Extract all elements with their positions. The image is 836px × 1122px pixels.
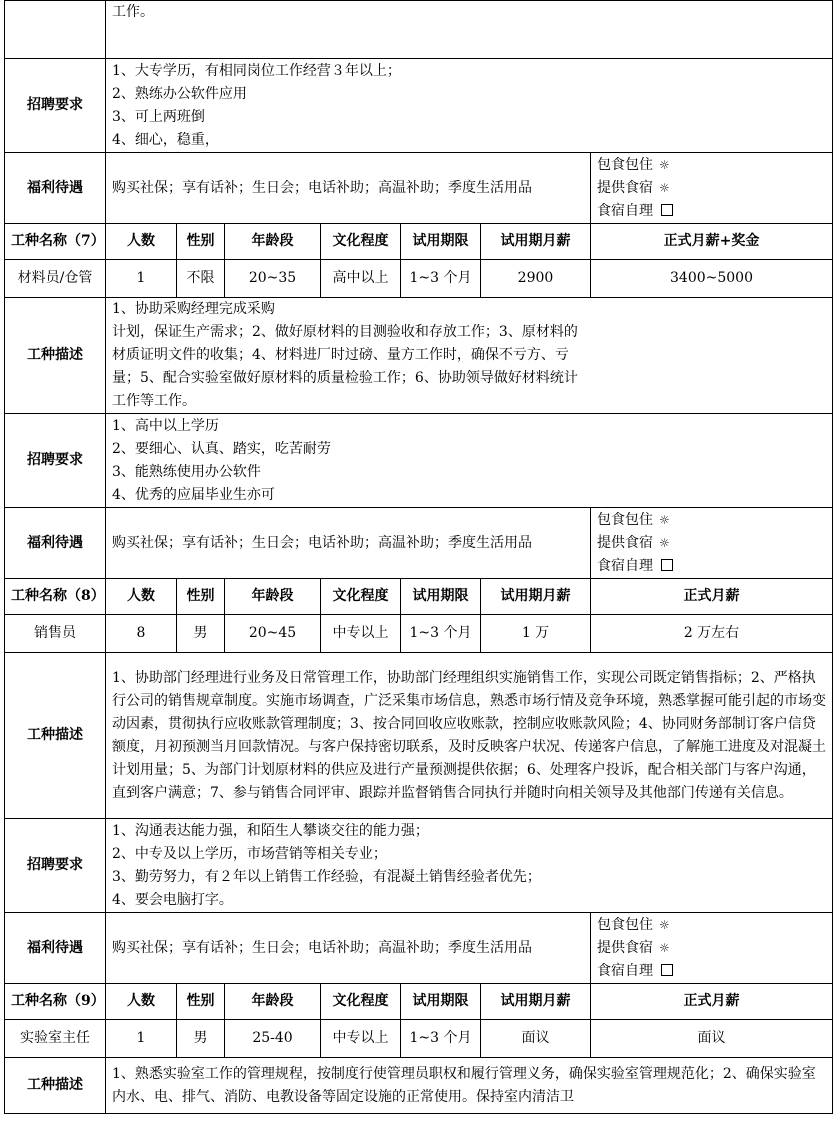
option-meals[interactable]: 提供食宿 ☼ <box>597 532 826 555</box>
header-education: 文化程度 <box>321 579 401 615</box>
job-name: 销售员 <box>5 615 106 653</box>
req-line: 3、勤劳努力，有２年以上销售工作经验，有混凝土销售经验者优先； <box>112 868 541 885</box>
req-line: 3、可上两班倒 <box>112 108 205 125</box>
job-age: 20~45 <box>225 615 321 653</box>
desc-line: 工作等工作。 <box>112 393 196 409</box>
req-line: 4、优秀的应届毕业生亦可 <box>112 486 275 503</box>
job-benefits: 购买社保；享有话补；生日会；电话补助；高温补助；季度生活用品 <box>106 913 591 984</box>
option-meals[interactable]: 提供食宿 ☼ <box>597 177 826 200</box>
header-education: 文化程度 <box>321 224 401 260</box>
header-count: 人数 <box>106 984 177 1020</box>
job-description <box>106 1058 833 1114</box>
header-salary: 正式月薪 <box>591 579 833 615</box>
desc-line: 计划，保证生产需求；2、做好原材料的目测验收和存放工作；3、原材料的 <box>112 324 578 340</box>
header-age: 年龄段 <box>225 224 321 260</box>
checkbox-icon[interactable] <box>661 964 673 976</box>
job-benefits: 购买社保；享有话补；生日会；电话补助；高温补助；季度生活用品 <box>106 508 591 579</box>
job-description <box>106 653 833 819</box>
job-probation-salary: 面议 <box>481 1020 591 1058</box>
req-line: 4、要会电脑打字。 <box>112 891 233 908</box>
job-education: 高中以上 <box>321 260 401 298</box>
job-probation: 1~3 个月 <box>401 260 481 298</box>
job-education: 中专以上 <box>321 1020 401 1058</box>
job-probation-salary: 1 万 <box>481 615 591 653</box>
req-line: 4、细心，稳重， <box>112 131 219 148</box>
label-description: 工种描述 <box>5 1058 106 1114</box>
header-age: 年龄段 <box>225 579 321 615</box>
job-name: 实验室主任 <box>5 1020 106 1058</box>
req-line: 1、大专学历，有相同岗位工作经营３年以上； <box>112 62 401 79</box>
job-count: 1 <box>106 1020 177 1058</box>
job-age: 25-40 <box>225 1020 321 1058</box>
job-probation: 1~3 个月 <box>401 1020 481 1058</box>
label-requirements: 招聘要求 <box>5 414 106 508</box>
job-salary: 面议 <box>591 1020 833 1058</box>
header-salary: 正式月薪+奖金 <box>591 224 833 260</box>
job-salary: 2 万左右 <box>591 615 833 653</box>
header-probation: 试用期限 <box>401 579 481 615</box>
job-count: 1 <box>106 260 177 298</box>
job-gender: 男 <box>177 1020 225 1058</box>
prev-benefits: 购买社保；享有话补；生日会；电话补助；高温补助；季度生活用品 <box>106 153 591 224</box>
sun-mark-icon: ☼ <box>659 180 670 195</box>
benefit-options <box>591 913 833 984</box>
job-requirements <box>106 414 833 508</box>
req-line: 2、要细心、认真、踏实，吃苦耐劳 <box>112 440 331 457</box>
header-probation-salary: 试用期月薪 <box>481 579 591 615</box>
header-probation-salary: 试用期月薪 <box>481 984 591 1020</box>
label-requirements: 招聘要求 <box>5 819 106 913</box>
header-education: 文化程度 <box>321 984 401 1020</box>
benefit-options <box>591 153 833 224</box>
sun-mark-icon: ☼ <box>659 157 670 172</box>
desc-line: 1、协助采购经理完成采购 <box>112 301 275 317</box>
desc-fragment-text: 工作。 <box>112 4 154 20</box>
sun-mark-icon: ☼ <box>659 940 670 955</box>
header-title: 工种名称（8） <box>5 579 106 615</box>
desc-line: 材质证明文件的收集；4、材料进厂时过磅、量方工作时，确保不亏方、亏 <box>112 347 569 363</box>
req-line: 2、熟练办公软件应用 <box>112 85 247 102</box>
label-benefits: 福利待遇 <box>5 508 106 579</box>
option-meals-lodging[interactable]: 包食包住 ☼ <box>597 509 826 532</box>
option-self[interactable]: 食宿自理 <box>597 555 826 578</box>
option-meals-lodging[interactable]: 包食包住 ☼ <box>597 154 826 177</box>
job-probation-salary: 2900 <box>481 260 591 298</box>
req-line: 1、高中以上学历 <box>112 417 219 434</box>
header-gender: 性别 <box>177 984 225 1020</box>
header-probation: 试用期限 <box>401 224 481 260</box>
req-line: 2、中专及以上学历，市场营销等相关专业； <box>112 845 387 862</box>
header-salary: 正式月薪 <box>591 984 833 1020</box>
desc-paragraph: 1、熟悉实验室工作的管理规程，按制度行使管理员职权和履行管理义务，确保实验室管理规范化；2、确保实验室内水、电、排气、消防、电教设备等固定设施的正常使用。保持室内清洁卫 <box>112 1065 816 1105</box>
label-description: 工种描述 <box>5 298 106 414</box>
job-age: 20~35 <box>225 260 321 298</box>
job-gender: 男 <box>177 615 225 653</box>
checkbox-icon[interactable] <box>661 204 673 216</box>
desc-paragraph: 1、协助部门经理进行业务及日常管理工作，协助部门经理组织实施销售工作，实现公司既定销售指标；2、严格执行公司的销售规章制度。实施市场调查，广泛采集市场信息，熟悉市场行情及竞争环境，熟悉掌握可能引起的市场变动因素，贯彻执行应收账款管理制度；3、按合同回收应收账款，控制应收账款风险；4、协同财务部制订客户信贷额度，月初预测当月回款情况。与客户保持密切联系，及时反映客户状况、传递客户信息，了解施工进度及对混凝土计划用量；5、为部门计划原材料的供应及进行产量预测提供依据；6、处理客户投诉，配合相关部门与客户沟通，直到客户满意；7、参与销售合同评审、跟踪并监督销售合同执行并随时向相关领导及其他部门传递有关信息。 <box>112 669 826 801</box>
req-line: 1、沟通表达能力强，和陌生人攀谈交往的能力强； <box>112 822 429 839</box>
job-salary: 3400~5000 <box>591 260 833 298</box>
prev-requirements <box>106 59 833 153</box>
label-requirements: 招聘要求 <box>5 59 106 153</box>
label-empty <box>5 1 106 59</box>
header-title: 工种名称（7） <box>5 224 106 260</box>
job-probation: 1~3 个月 <box>401 615 481 653</box>
header-probation: 试用期限 <box>401 984 481 1020</box>
desc-line: 量；5、配合实验室做好原材料的质量检验工作；6、协助领导做好材料统计 <box>112 370 578 386</box>
option-meals-lodging[interactable]: 包食包住 ☼ <box>597 914 826 937</box>
sun-mark-icon: ☼ <box>659 535 670 550</box>
header-age: 年龄段 <box>225 984 321 1020</box>
header-count: 人数 <box>106 224 177 260</box>
option-meals[interactable]: 提供食宿 ☼ <box>597 937 826 960</box>
label-benefits: 福利待遇 <box>5 153 106 224</box>
req-line: 3、能熟练使用办公软件 <box>112 463 261 480</box>
checkbox-icon[interactable] <box>661 559 673 571</box>
sun-mark-icon: ☼ <box>659 512 670 527</box>
option-self[interactable]: 食宿自理 <box>597 960 826 983</box>
benefit-options <box>591 508 833 579</box>
desc-fragment <box>106 1 833 59</box>
job-education: 中专以上 <box>321 615 401 653</box>
job-count: 8 <box>106 615 177 653</box>
job-name: 材料员/仓管 <box>5 260 106 298</box>
label-description: 工种描述 <box>5 653 106 819</box>
header-title: 工种名称（9） <box>5 984 106 1020</box>
label-benefits: 福利待遇 <box>5 913 106 984</box>
sun-mark-icon: ☼ <box>659 917 670 932</box>
header-gender: 性别 <box>177 224 225 260</box>
job-gender: 不限 <box>177 260 225 298</box>
header-probation-salary: 试用期月薪 <box>481 224 591 260</box>
option-self[interactable]: 食宿自理 <box>597 200 826 223</box>
job-description <box>106 298 833 414</box>
job-requirements <box>106 819 833 913</box>
job-table <box>4 0 833 1114</box>
header-count: 人数 <box>106 579 177 615</box>
header-gender: 性别 <box>177 579 225 615</box>
